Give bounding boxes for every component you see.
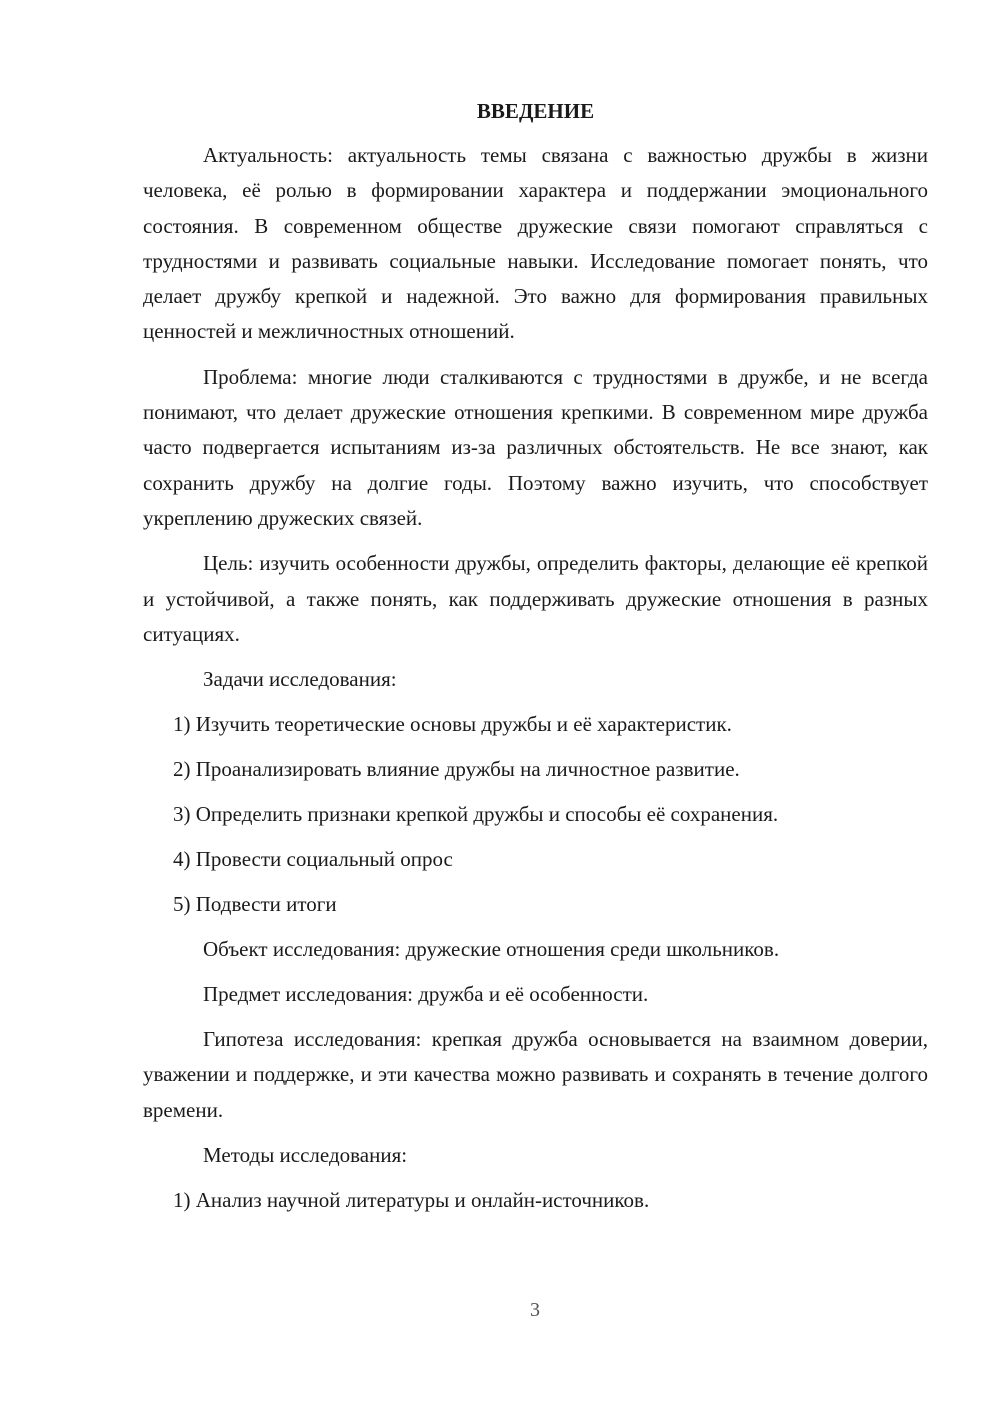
list-item: 1) Изучить теоретические основы дружбы и её характеристик.	[173, 712, 732, 737]
page-title: ВВЕДЕНИЕ	[476, 99, 595, 123]
relevance-paragraph: Актуальность: актуальность темы связана с важностью дружбы в жизни человека, её ролью в формировании характера и поддержании эмоционального состояния. В современном обществе дружеские связи помогают справляться с трудностями и развивать социальные навыки. Исследование помогает понять, что делает дружбу крепкой и надежной. Это важно для формирования правильных ценностей и межличностных отношений.	[143, 143, 928, 344]
tasks-list	[143, 707, 928, 922]
methods-heading: Методы исследования:	[203, 1143, 408, 1168]
goal-paragraph: Цель: изучить особенности дружбы, определить факторы, делающие её крепкой и устойчивой, а также понять, как поддерживать дружеские отношения в разных ситуациях.	[143, 551, 928, 646]
list-item: 4) Провести социальный опрос	[173, 847, 453, 872]
page-number: 3	[530, 1299, 540, 1321]
list-item: 2) Проанализировать влияние дружбы на личностное развитие.	[173, 757, 740, 782]
list-item: 1) Анализ научной литературы и онлайн-источников.	[173, 1188, 650, 1213]
hypothesis-paragraph: Гипотеза исследования: крепкая дружба основывается на взаимном доверии, уважении и поддержке, и эти качества можно развивать и сохранять в течение долгого времени.	[143, 1027, 928, 1122]
object-line: Объект исследования: дружеские отношения среди школьников.	[203, 937, 780, 962]
list-item: 5) Подвести итоги	[173, 892, 337, 917]
methods-list	[143, 1183, 928, 1218]
list-item: 3) Определить признаки крепкой дружбы и способы её сохранения.	[173, 802, 779, 827]
tasks-heading: Задачи исследования:	[203, 667, 397, 692]
problem-paragraph: Проблема: многие люди сталкиваются с трудностями в дружбе, и не всегда понимают, что делает дружеские отношения крепкими. В современном мире дружба часто подвергается испытаниям из-за различных обстоятельств. Не все знают, как сохранить дружбу на долгие годы. Поэтому важно изучить, что способствует укреплению дружеских связей.	[143, 364, 928, 530]
subject-line: Предмет исследования: дружба и её особенности.	[203, 982, 649, 1007]
document-page	[143, 96, 928, 1228]
